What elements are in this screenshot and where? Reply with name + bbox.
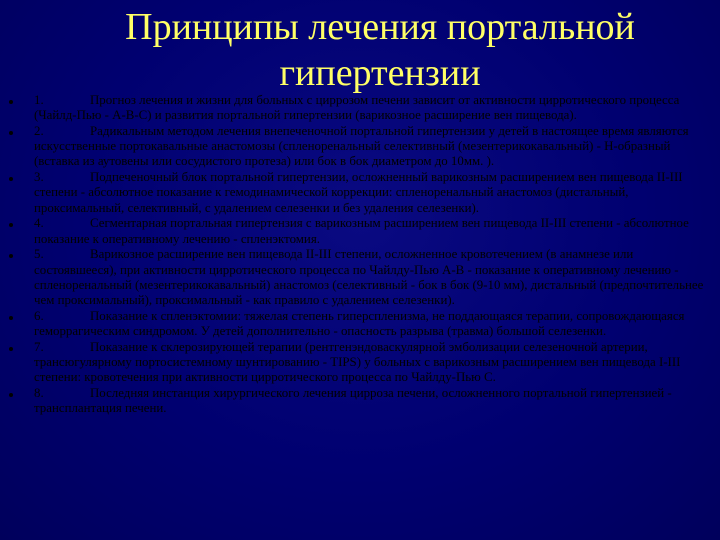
item-number: 5. [34, 247, 44, 262]
bullet-dot-icon [9, 223, 13, 227]
bullet-item [0, 216, 720, 246]
item-number: 6. [34, 308, 44, 323]
bullet-item [0, 93, 720, 123]
bullet-item [0, 386, 720, 416]
item-number: 3. [34, 170, 44, 185]
item-number: 1. [34, 93, 44, 107]
item-number: 2. [34, 124, 44, 138]
item-text: Прогноз лечения и жизни для больных с циррозом печени зависит от активности цирротического процесса (Чайлд-Пью - А-В-С) и развития портальной гипертензии (варикозное расширение вен пищевода). [34, 93, 680, 123]
bullet-dot-icon [9, 347, 13, 351]
bullet-dot-icon [9, 316, 13, 320]
bullet-item [0, 124, 720, 170]
bullet-dot-icon [9, 131, 13, 135]
item-text: Последняя инстанция хирургического лечения цирроза печени, осложненного портальной гипертензией - трансплантация печени. [34, 386, 672, 416]
bullet-dot-icon [9, 100, 13, 104]
item-text: Варикозное расширение вен пищевода II-III степени, осложненное кровотечением (в анамнезе или состоявшееся), при активности цирротического процесса по Чайлду-Пью А-В - показание к оперативному лечению - спленоренальный (мезентерикокавальный) анастомоз (селективный - бок в бок (9-10 мм), дистальный (предпочтительнее чем проксимальный), проксимальный - как правило с удалением селезенки). [34, 247, 704, 308]
item-text: Радикальным методом лечения внепеченочной портальной гипертензии у детей в настоящее время являются искусственные портокавальные анастомозы (спленоренальный селективный (мезентерикокавальный) - Н-образный (вставка из аутовены или сосудистого протеза) или бок в бок диаметром до 10мм. ). [34, 124, 689, 169]
item-text: Сегментарная портальная гипертензия с варикозным расширением вен пищевода II-III степени - абсолютное показание к оперативному лечению - спленэктомия. [34, 216, 689, 246]
item-number: 7. [34, 339, 44, 354]
bullet-dot-icon [9, 393, 13, 397]
bullet-item [0, 170, 720, 216]
slide-title: Принципы лечения портальной гипертензии [125, 6, 635, 94]
bullet-list [0, 93, 720, 417]
item-text: Показание к склерозирующей терапии (рентгенэндоваскулярной эмболизации селезеночной артерии, трансюгулярному портосистемному шунтированию - TIPS) у больных с варикозным расширением вен пищевода I-III степени: кровотечения при активности цирротического процесса по Чайлду-Пью С. [34, 339, 681, 385]
bullet-item [0, 247, 720, 308]
item-text: Подпеченочный блок портальной гипертензии, осложненный варикозным расширением вен пищевода II-III степени - абсолютное показание к гемодинамической коррекции: спленоренальный анастомоз (дистальный, проксимальный, селективный, с удалением селезенки и без удаления селезенки). [34, 170, 683, 215]
item-number: 4. [34, 216, 44, 231]
bullet-item [0, 309, 720, 339]
item-text: Показание к спленэктомии: тяжелая степень гиперспленизма, не поддающаяся терапии, сопровождающаяся геморрагическим синдромом. У детей дополнительно - опасность разрыва (травма) большой селезенки. [34, 308, 685, 339]
bullet-dot-icon [9, 177, 13, 181]
bullet-item [0, 340, 720, 386]
item-number: 8. [34, 386, 44, 401]
bullet-dot-icon [9, 254, 13, 258]
